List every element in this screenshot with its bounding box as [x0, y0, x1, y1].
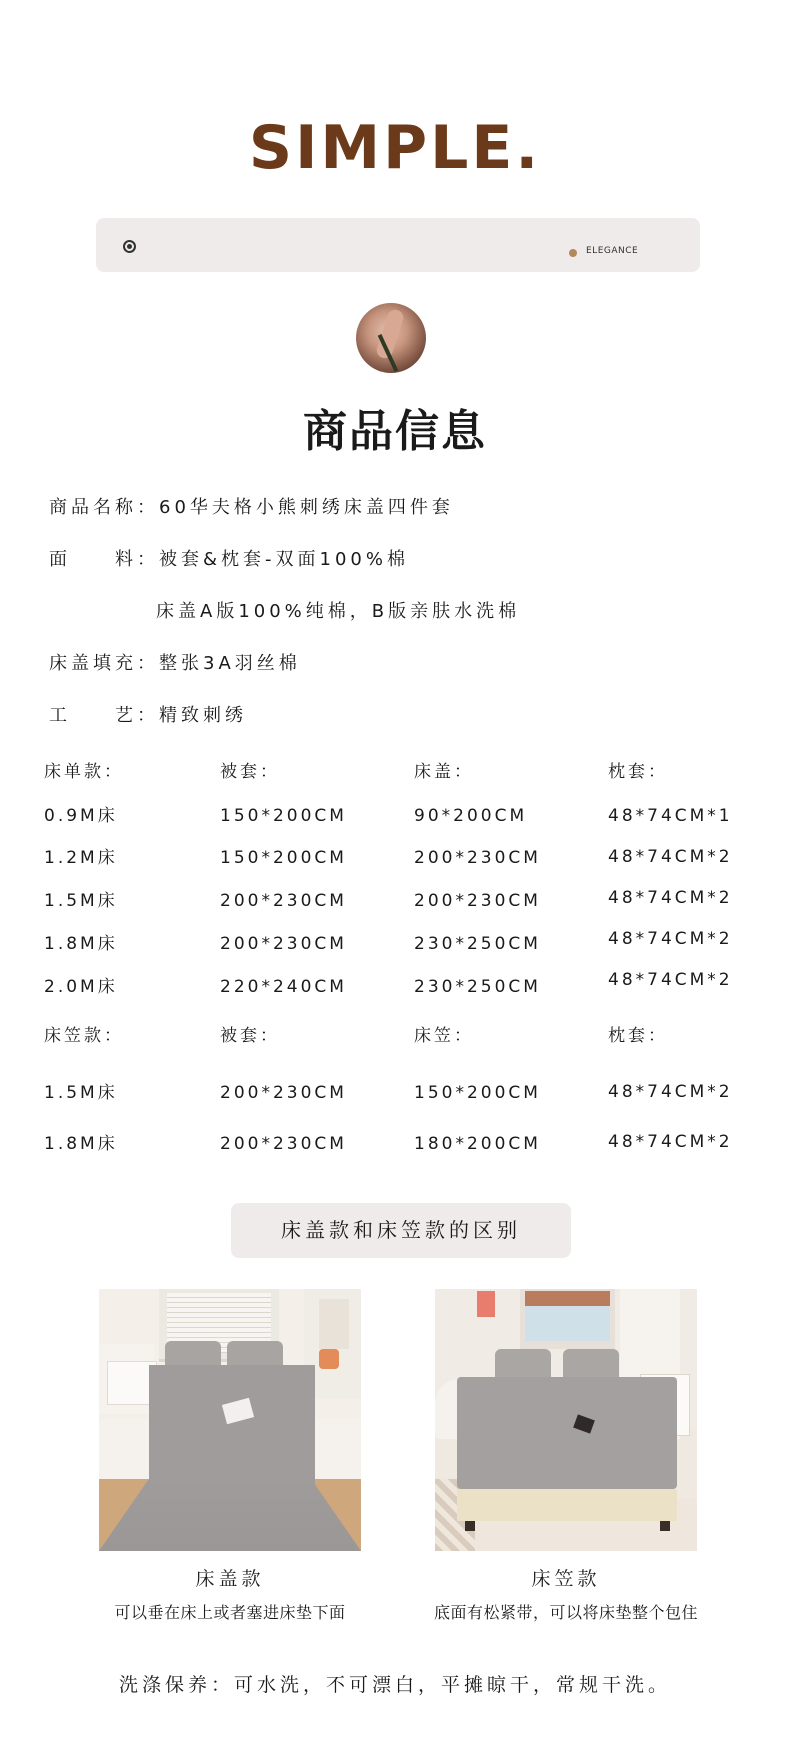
table-cell: 48*74CM*2	[608, 1082, 733, 1102]
table-cell: 200*230CM	[220, 891, 347, 911]
table-header: 床盖：	[414, 762, 474, 782]
table-cell: 1.8M床	[44, 934, 118, 954]
table-cell: 90*200CM	[414, 806, 528, 826]
table-header: 床笠款：	[44, 1026, 124, 1046]
info-filling: 床盖填充：整张3A羽丝棉	[49, 653, 301, 674]
bedspread-photo	[99, 1289, 361, 1551]
table-cell: 150*200CM	[220, 806, 347, 826]
difference-title: 床盖款和床笠款的区别	[231, 1203, 571, 1258]
bedspread-desc: 可以垂在床上或者塞进床垫下面	[114, 1603, 346, 1622]
table-cell: 48*74CM*1	[608, 806, 733, 826]
table-header: 床笠：	[414, 1026, 474, 1046]
tag-bar	[96, 218, 700, 272]
table-cell: 48*74CM*2	[608, 888, 733, 908]
table-cell: 200*230CM	[220, 934, 347, 954]
table-cell: 200*230CM	[414, 891, 541, 911]
table-cell: 1.2M床	[44, 848, 118, 868]
dot-icon	[569, 249, 577, 257]
info-craft: 工 艺：精致刺绣	[49, 705, 247, 726]
table-header: 枕套：	[608, 1026, 668, 1046]
table-cell: 230*250CM	[414, 977, 541, 997]
table-cell: 200*230CM	[220, 1134, 347, 1154]
table-cell: 1.5M床	[44, 1083, 118, 1103]
table-header: 床单款：	[44, 762, 124, 782]
table-cell: 180*200CM	[414, 1134, 541, 1154]
fitted-sheet-desc: 底面有松紧带，可以将床垫整个包住	[433, 1603, 698, 1622]
table-cell: 0.9M床	[44, 806, 118, 826]
table-header: 被套：	[220, 1026, 280, 1046]
table-cell: 150*200CM	[414, 1083, 541, 1103]
section-title: 商品信息	[303, 406, 487, 457]
table-cell: 1.8M床	[44, 1134, 118, 1154]
table-cell: 48*74CM*2	[608, 970, 733, 990]
info-product-name: 商品名称：60华夫格小熊刺绣床盖四件套	[49, 497, 454, 518]
table-cell: 230*250CM	[414, 934, 541, 954]
bedspread-title: 床盖款	[195, 1568, 265, 1590]
table-cell: 150*200CM	[220, 848, 347, 868]
table-header: 枕套：	[608, 762, 668, 782]
table-cell: 2.0M床	[44, 977, 118, 997]
table-cell: 200*230CM	[220, 1083, 347, 1103]
fitted-sheet-photo	[435, 1289, 697, 1551]
table-cell: 48*74CM*2	[608, 929, 733, 949]
table-cell: 48*74CM*2	[608, 847, 733, 867]
care-instructions: 洗涤保养：可水洗，不可漂白，平摊晾干，常规干洗。	[118, 1674, 671, 1696]
table-cell: 48*74CM*2	[608, 1132, 733, 1152]
fitted-sheet-title: 床笠款	[531, 1568, 601, 1590]
table-cell: 1.5M床	[44, 891, 118, 911]
brand-title: SIMPLE.	[248, 113, 542, 183]
table-header: 被套：	[220, 762, 280, 782]
info-material-detail: 床盖A版100%纯棉，B版亲肤水洗棉	[156, 601, 521, 622]
avatar	[356, 303, 426, 373]
table-cell: 200*230CM	[414, 848, 541, 868]
info-material: 面 料：被套&枕套-双面100%棉	[49, 549, 409, 570]
tag-label: ELEGANCE	[586, 246, 639, 256]
circle-icon	[123, 240, 136, 253]
table-cell: 220*240CM	[220, 977, 347, 997]
